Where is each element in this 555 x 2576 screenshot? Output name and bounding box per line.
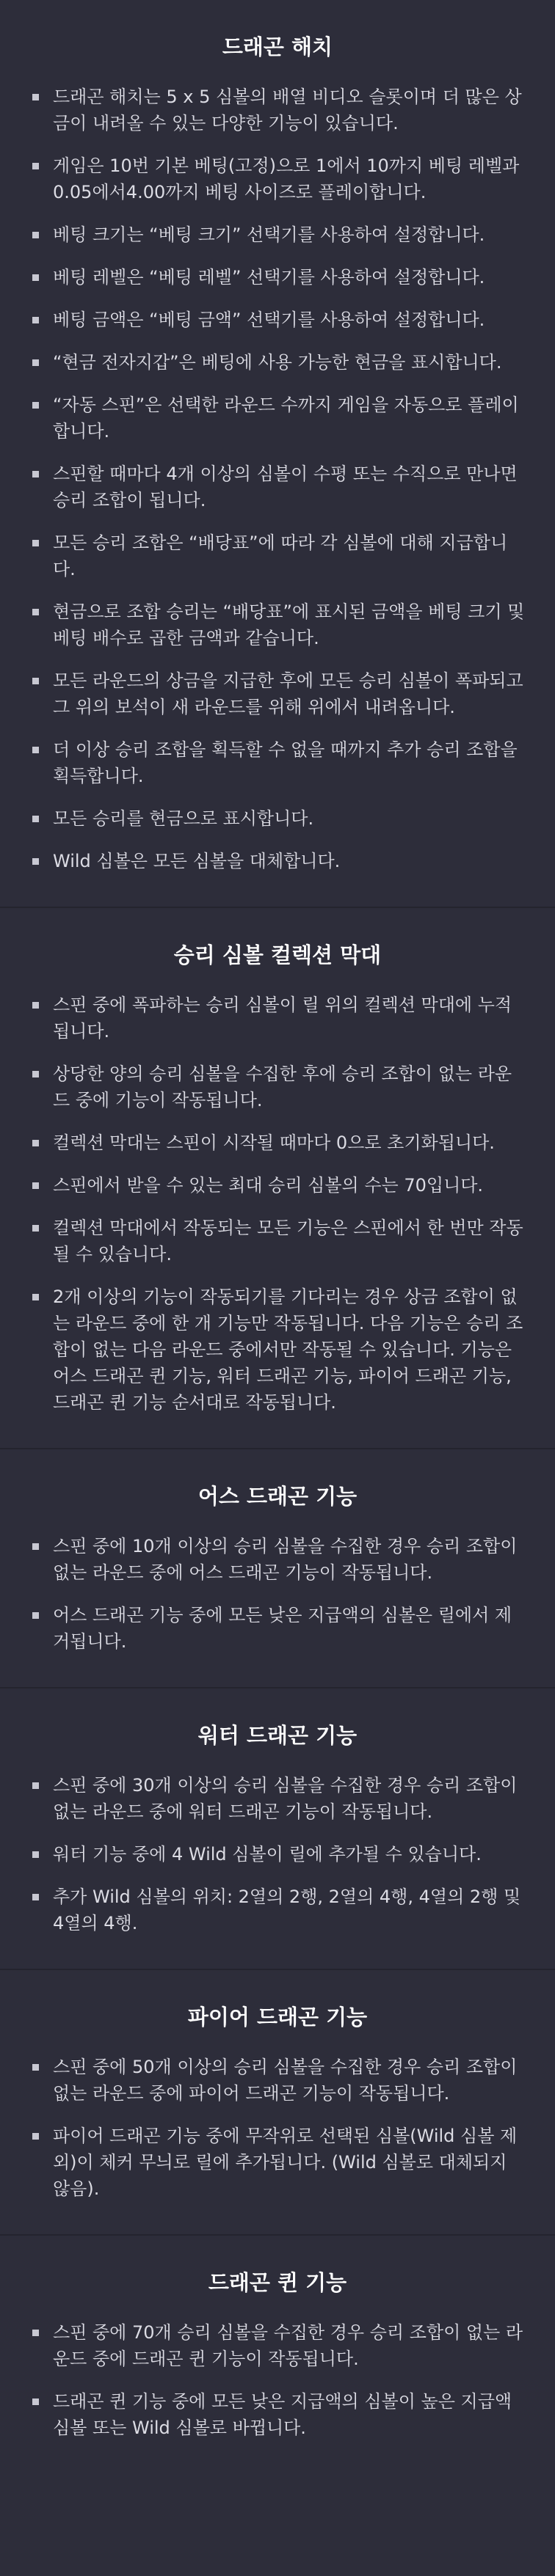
section-earth-dragon [0, 1449, 555, 1688]
rule-item [29, 349, 526, 376]
bullet-icon [32, 232, 39, 238]
section-title: 승리 심볼 컬렉션 막대 [173, 943, 382, 967]
rule-item [29, 736, 526, 789]
rule-item [29, 1172, 526, 1199]
bullet-icon [32, 2330, 39, 2336]
rule-text: 스핀 중에 30개 이상의 승리 심볼을 수집한 경우 승리 조합이 없는 라운드 중에 워터 드래곤 기능이 작동됩니다. [53, 1775, 518, 1822]
rule-text: 스핀 중에 폭파하는 승리 심볼이 릴 위의 컬렉션 막대에 누적됩니다. [53, 995, 512, 1042]
bullet-icon [32, 1225, 39, 1232]
bullet-icon [32, 94, 39, 100]
section-fire-dragon [0, 1970, 555, 2236]
rule-item [29, 1533, 526, 1586]
rule-item [29, 805, 526, 832]
rule-item [29, 1841, 526, 1867]
bullet-icon [32, 471, 39, 477]
rule-item [29, 1602, 526, 1655]
rule-item [29, 2123, 526, 2202]
rule-item [29, 222, 526, 248]
rules-list [29, 2054, 526, 2202]
bullet-icon [32, 1894, 39, 1900]
rules-list [29, 2319, 526, 2441]
rule-text: 모든 라운드의 상금을 지급한 후에 모든 승리 심볼이 폭파되고 그 위의 보석이 새 라운드를 위해 위에서 내려옵니다. [53, 670, 523, 717]
bullet-icon [32, 2398, 39, 2405]
rule-text: 스핀할 때마다 4개 이상의 심볼이 수평 또는 수직으로 만나면 승리 조합이 됩니다. [53, 464, 518, 511]
bullet-icon [32, 1782, 39, 1789]
rule-item [29, 392, 526, 444]
rule-item [29, 461, 526, 513]
rule-text: 컬렉션 막대는 스핀이 시작될 때마다 0으로 초기화됩니다. [53, 1133, 495, 1153]
section-collection-bar [0, 908, 555, 1449]
bullet-icon [32, 540, 39, 546]
bullet-icon [32, 1140, 39, 1146]
bullet-icon [32, 609, 39, 615]
rule-text: 컬렉션 막대에서 작동되는 모든 기능은 스핀에서 한 번만 작동될 수 있습니다. [53, 1218, 523, 1265]
rule-text: 게임은 10번 기본 베팅(고정)으로 1에서 10까지 베팅 레벨과 0.05에서4.00까지 베팅 사이즈로 플레이합니다. [53, 155, 520, 202]
rule-item [29, 667, 526, 720]
section-water-dragon [0, 1688, 555, 1970]
bullet-icon [32, 2064, 39, 2071]
rule-text: 모든 승리를 현금으로 표시합니다. [53, 808, 314, 829]
rules-list [29, 1533, 526, 1655]
bullet-icon [32, 678, 39, 684]
rule-text: 스핀에서 받을 수 있는 최대 승리 심볼의 수는 70입니다. [53, 1175, 484, 1196]
rule-text: 베팅 크기는 “베팅 크기” 선택기를 사용하여 설정합니다. [53, 224, 485, 245]
rule-item [29, 599, 526, 651]
bullet-icon [32, 1543, 39, 1550]
rule-item [29, 264, 526, 290]
rules-list [29, 1772, 526, 1936]
rule-text: Wild 심볼은 모든 심볼을 대체합니다. [53, 851, 341, 871]
bullet-icon [32, 2133, 39, 2140]
rule-text: 2개 이상의 기능이 작동되기를 기다리는 경우 상금 조합이 없는 라운드 중에 한 개 기능만 작동됩니다. 다음 기능은 승리 조합이 없는 다음 라운드 중에서만 작동될 수 있습니다. 기능은 어스 드래곤 퀸 기능, 워터 드래곤 기능, 파이어 드래곤 기능, 드래곤 퀸 기능 순서대로 작동됩니다. [53, 1287, 523, 1413]
section-dragon-hatch [0, 0, 555, 908]
rule-text: 워터 기능 중에 4 Wild 심볼이 릴에 추가될 수 있습니다. [53, 1844, 482, 1865]
rule-text: 상당한 양의 승리 심볼을 수집한 후에 승리 조합이 없는 라운드 중에 기능이 작동됩니다. [53, 1064, 512, 1110]
section-title: 어스 드래곤 기능 [197, 1484, 358, 1509]
bullet-icon [32, 359, 39, 366]
rule-text: 파이어 드래곤 기능 중에 무작위로 선택된 심볼(Wild 심볼 제외)이 체커 무늬로 릴에 추가됩니다. (Wild 심볼로 대체되지 않음). [53, 2126, 518, 2199]
rule-item [29, 1130, 526, 1156]
rule-item [29, 1061, 526, 1113]
bullet-icon [32, 163, 39, 169]
bullet-icon [32, 816, 39, 822]
rule-item [29, 2054, 526, 2107]
bullet-icon [32, 1612, 39, 1619]
rule-text: 모든 승리 조합은 “배당표”에 따라 각 심볼에 대해 지급합니다. [53, 533, 508, 579]
bullet-icon [32, 317, 39, 323]
rule-item [29, 84, 526, 136]
rule-item [29, 848, 526, 874]
rule-text: 베팅 금액은 “베팅 금액” 선택기를 사용하여 설정합니다. [53, 310, 485, 330]
bullet-icon [32, 1294, 39, 1300]
rule-item [29, 530, 526, 582]
section-dragon-queen [0, 2236, 555, 2473]
rule-text: “현금 전자지갑”은 베팅에 사용 가능한 현금을 표시합니다. [53, 352, 502, 373]
bullet-icon [32, 1002, 39, 1009]
rule-text: 스핀 중에 10개 이상의 승리 심볼을 수집한 경우 승리 조합이 없는 라운드 중에 어스 드래곤 기능이 작동됩니다. [53, 1536, 518, 1583]
rule-text: 드래곤 해치는 5 x 5 심볼의 배열 비디오 슬롯이며 더 많은 상금이 내려올 수 있는 다양한 기능이 있습니다. [53, 87, 522, 133]
bullet-icon [32, 274, 39, 281]
rule-text: 추가 Wild 심볼의 위치: 2열의 2행, 2열의 4행, 4열의 2행 및 4열의 4행. [53, 1887, 521, 1933]
rule-item [29, 1772, 526, 1825]
bullet-icon [32, 402, 39, 409]
rule-item [29, 153, 526, 205]
section-title: 드래곤 퀸 기능 [208, 2270, 347, 2295]
rules-list [29, 84, 526, 874]
rule-text: 현금으로 조합 승리는 “배당표”에 표시된 금액을 베팅 크기 및 베팅 배수로 곱한 금액과 같습니다. [53, 601, 525, 648]
rule-item [29, 1215, 526, 1267]
rule-item [29, 2319, 526, 2372]
rules-list [29, 992, 526, 1416]
rule-text: “자동 스핀”은 선택한 라운드 수까지 게임을 자동으로 플레이합니다. [53, 395, 519, 442]
rule-item [29, 2388, 526, 2441]
rule-item [29, 992, 526, 1044]
rule-text: 더 이상 승리 조합을 획득할 수 없을 때까지 추가 승리 조합을 획득합니다. [53, 739, 518, 786]
rule-text: 스핀 중에 70개 승리 심볼을 수집한 경우 승리 조합이 없는 라운드 중에 드래곤 퀸 기능이 작동됩니다. [53, 2322, 523, 2369]
section-title: 드래곤 해치 [222, 34, 333, 59]
rule-item [29, 1884, 526, 1936]
rule-item [29, 307, 526, 333]
bullet-icon [32, 747, 39, 753]
rule-text: 어스 드래곤 기능 중에 모든 낮은 지급액의 심볼은 릴에서 제거됩니다. [53, 1605, 512, 1652]
bullet-icon [32, 858, 39, 865]
rule-item [29, 1284, 526, 1416]
bullet-icon [32, 1071, 39, 1077]
rule-text: 스핀 중에 50개 이상의 승리 심볼을 수집한 경우 승리 조합이 없는 라운드 중에 파이어 드래곤 기능이 작동됩니다. [53, 2057, 518, 2104]
rule-text: 베팅 레벨은 “베팅 레벨” 선택기를 사용하여 설정합니다. [53, 267, 485, 288]
bullet-icon [32, 1182, 39, 1189]
bullet-icon [32, 1851, 39, 1858]
section-title: 파이어 드래곤 기능 [187, 2005, 368, 2030]
rule-text: 드래곤 퀸 기능 중에 모든 낮은 지급액의 심볼이 높은 지급액 심볼 또는 Wild 심볼로 바뀝니다. [53, 2391, 512, 2438]
section-title: 워터 드래곤 기능 [197, 1723, 358, 1748]
